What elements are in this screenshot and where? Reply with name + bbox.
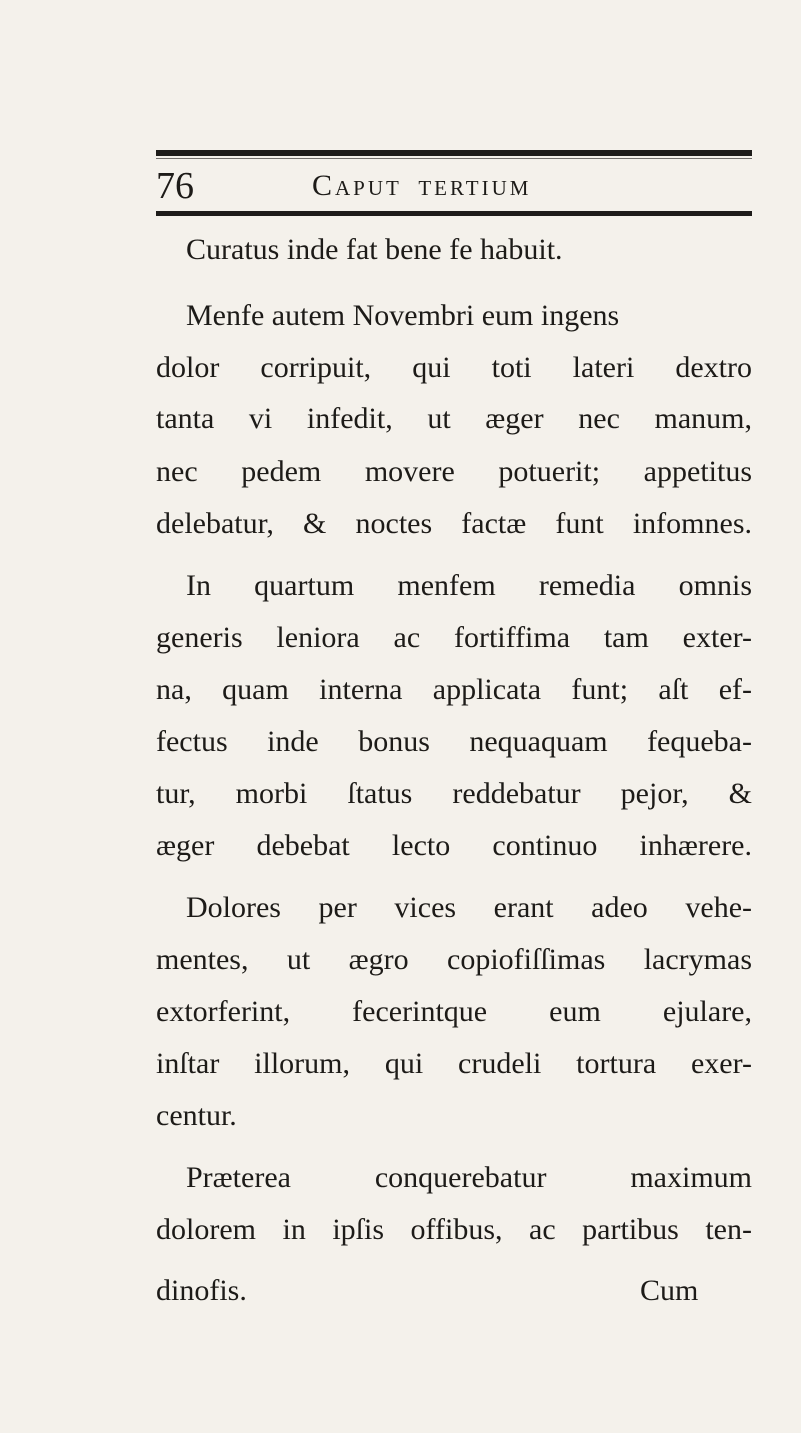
- text-line: delebatur, & noctes factæ funt infomnes.: [156, 507, 752, 540]
- text-line: Menfe autem Novembri eum ingens: [186, 299, 620, 332]
- text-line: Dolores per vices erant adeo vehe-: [186, 891, 752, 924]
- text-line: dinofis.: [156, 1274, 247, 1307]
- text-line: na, quam interna applicata funt; aſt ef-: [156, 673, 752, 706]
- text-line: extorferint, fecerintque eum ejulare,: [156, 995, 752, 1028]
- text-line: æger debebat lecto continuo inhærere.: [156, 829, 752, 862]
- page-number: 76: [156, 165, 194, 207]
- catchword: Cum: [640, 1274, 699, 1307]
- text-line: nec pedem movere potuerit; appetitus: [156, 455, 752, 488]
- text-line: tur, morbi ſtatus reddebatur pejor, &: [156, 777, 752, 810]
- text-line: Præterea conquerebatur maximum: [186, 1161, 752, 1194]
- text-line: Curatus inde fat bene fe habuit.: [186, 233, 563, 266]
- text-line: generis leniora ac fortiffima tam exter-: [156, 621, 752, 654]
- text-line: mentes, ut ægro copiofiſſimas lacrymas: [156, 943, 752, 976]
- text-line: dolor corripuit, qui toti lateri dextro: [156, 351, 752, 384]
- text-line: tanta vi infedit, ut æger nec manum,: [156, 402, 752, 435]
- text-line: In quartum menfem remedia omnis: [186, 569, 752, 602]
- text-line: fectus inde bonus nequaquam fequeba-: [156, 725, 752, 758]
- text-line: inſtar illorum, qui crudeli tortura exer-: [156, 1047, 752, 1080]
- text-line: dolorem in ipſis offibus, ac partibus ten-: [156, 1213, 752, 1246]
- running-head: Caput tertium: [312, 169, 532, 202]
- text-line: centur.: [156, 1099, 237, 1132]
